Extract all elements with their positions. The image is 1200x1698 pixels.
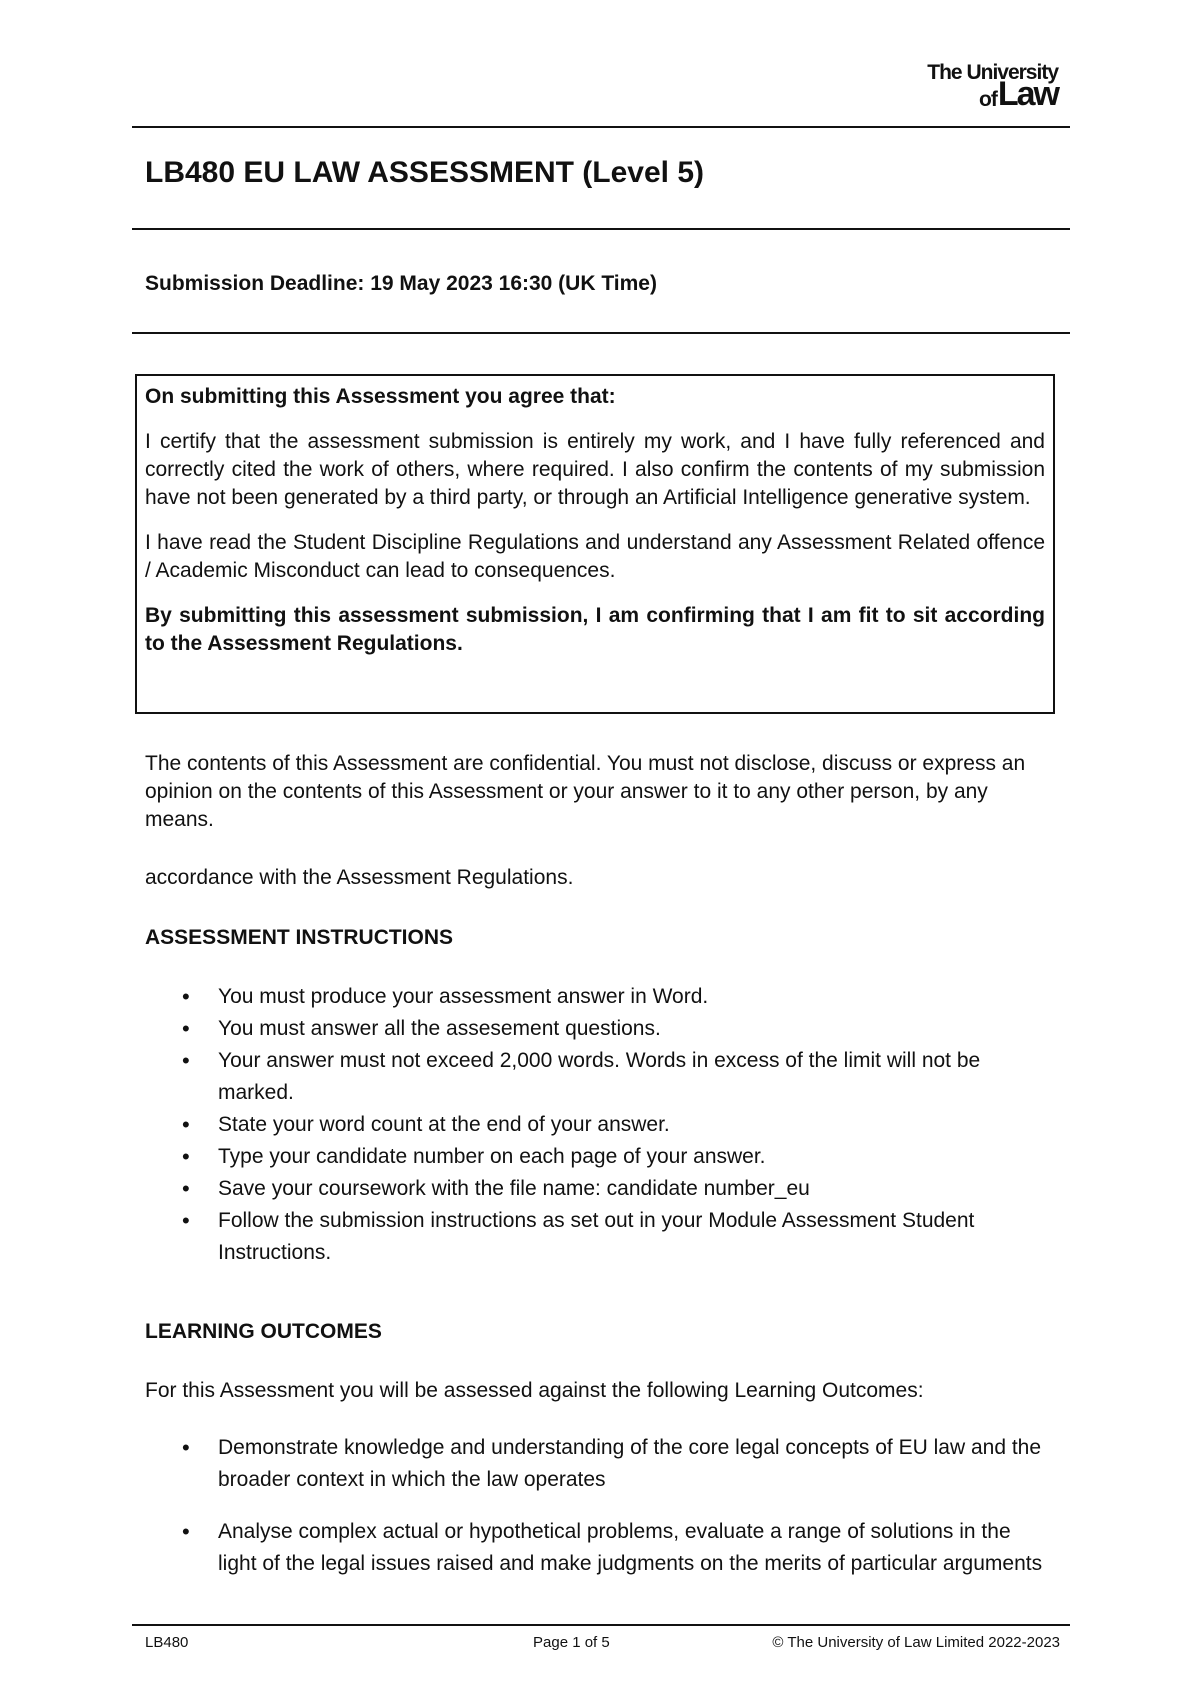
confidential-notice: The contents of this Assessment are confidential. You must not disclose, discuss or express an opinion on the contents of this Assessment or your answer to it to any other person, by any means.	[145, 752, 1026, 831]
list-item: • You must produce your assessment answer in Word.	[145, 981, 1045, 1013]
list-item: • You must answer all the assesement questions.	[145, 1013, 1045, 1045]
footer-rule	[132, 1624, 1070, 1626]
footer-module-code: LB480	[145, 1634, 189, 1651]
deadline-rule	[132, 332, 1070, 334]
university-logo	[927, 61, 1058, 113]
agreement-fit-to-sit-text: By submitting this assessment submission, I am confirming that I am fit to sit according to the Assessment Regulations.	[145, 604, 1045, 655]
title-rule	[132, 228, 1070, 230]
instructions-heading: ASSESSMENT INSTRUCTIONS	[145, 926, 454, 949]
list-item: • Follow the submission instructions as set out in your Module Assessment Student Instructions.	[145, 1205, 1045, 1269]
header-rule	[132, 126, 1070, 128]
list-item: • Save your coursework with the file name: candidate number_eu	[145, 1173, 1045, 1205]
list-item: • Analyse complex actual or hypothetical problems, evaluate a range of solutions in the light of the legal issues raised and make judgments on the merits of particular arguments	[145, 1516, 1045, 1580]
list-item: • Demonstrate knowledge and understanding of the core legal concepts of EU law and the broader context in which the law operates	[145, 1432, 1045, 1496]
agreement-certify-text: I certify that the assessment submission is entirely my work, and I have fully referenced and correctly cited the work of others, where required. I also confirm the contents of my submission have not been generated by a third party, or through an Artificial Intelligence generative system.	[145, 430, 1045, 509]
logo-of: of	[979, 87, 997, 111]
page-title: LB480 EU LAW ASSESSMENT (Level 5)	[145, 156, 705, 189]
submission-deadline: Submission Deadline: 19 May 2023 16:30 (UK Time)	[145, 272, 657, 295]
list-item: • Type your candidate number on each page of your answer.	[145, 1141, 1045, 1173]
logo-line1: The University	[927, 61, 1058, 84]
accordance-text: accordance with the Assessment Regulations.	[145, 866, 574, 889]
outcomes-heading: LEARNING OUTCOMES	[145, 1320, 382, 1343]
outcomes-intro: For this Assessment you will be assessed against the following Learning Outcomes:	[145, 1379, 924, 1402]
footer-copyright: © The University of Law Limited 2022-2023	[772, 1634, 1060, 1651]
agreement-regulations-text: I have read the Student Discipline Regulations and understand any Assessment Related offence / Academic Misconduct can lead to consequences.	[145, 531, 1045, 582]
footer-page-number: Page 1 of 5	[533, 1634, 610, 1651]
list-item: • Your answer must not exceed 2,000 words. Words in excess of the limit will not be marked.	[145, 1045, 1045, 1109]
logo-law: Law	[997, 75, 1058, 113]
list-item: • State your word count at the end of your answer.	[145, 1109, 1045, 1141]
agreement-box	[135, 374, 1055, 714]
outcomes-list	[145, 1432, 1045, 1600]
instructions-list	[145, 981, 1045, 1269]
agreement-heading: On submitting this Assessment you agree that:	[145, 385, 616, 408]
